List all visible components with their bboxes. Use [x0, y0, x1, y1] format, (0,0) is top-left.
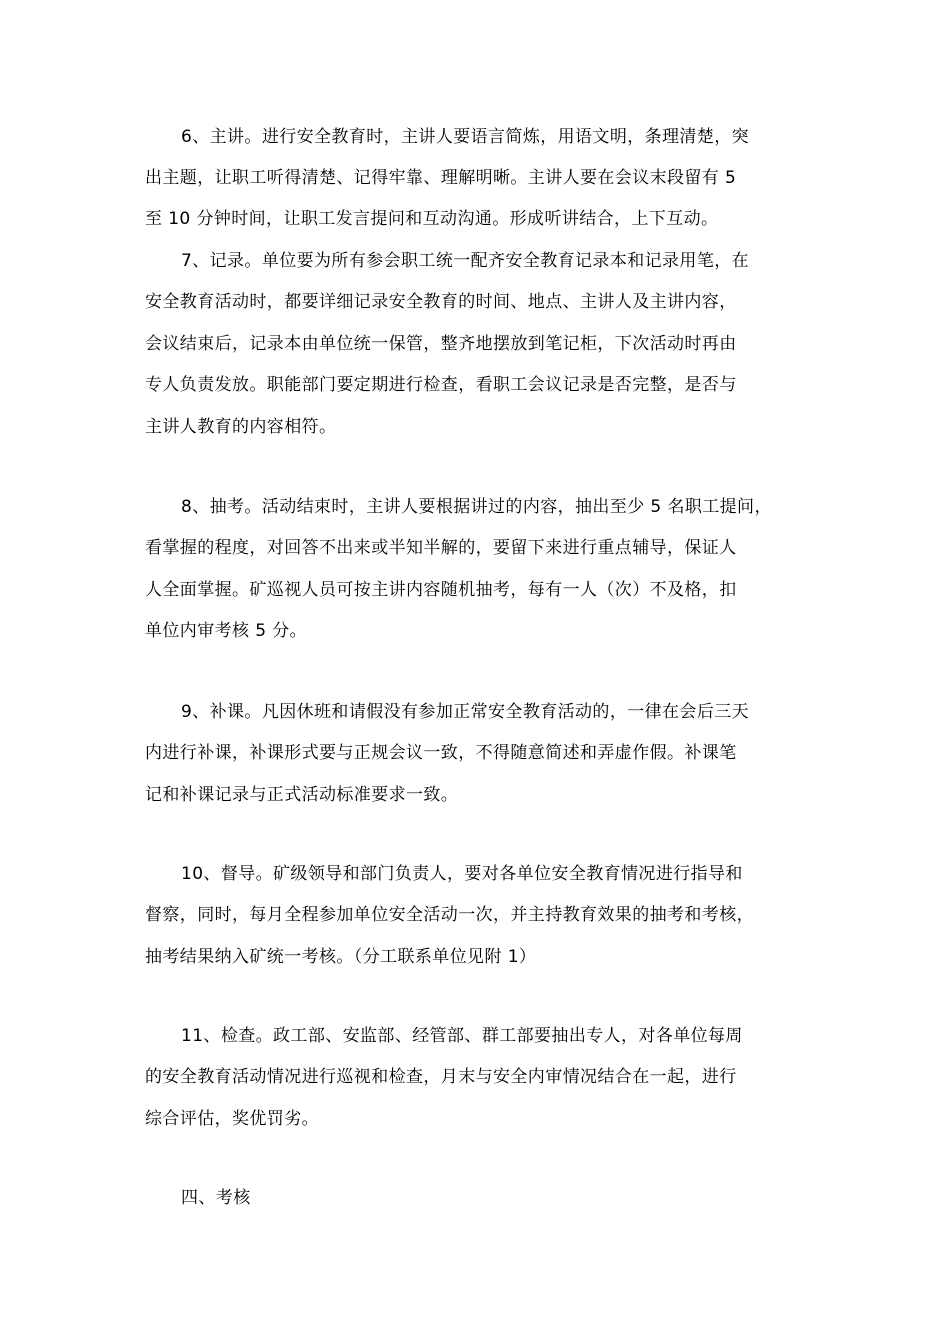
paragraph-line: 单位内审考核 5 分。: [145, 621, 308, 641]
paragraph-line: 主讲人教育的内容相符。: [145, 417, 337, 437]
paragraph-line: 的安全教育活动情况进行巡视和检查，月末与安全内审情况结合在一起，进行: [145, 1067, 737, 1087]
paragraph-line: 人全面掌握。矿巡视人员可按主讲内容随机抽考，每有一人（次）不及格，扣: [145, 580, 737, 600]
paragraph-line: 督察，同时，每月全程参加单位安全活动一次，并主持教育效果的抽考和考核，: [145, 905, 754, 925]
section-heading: 四、考核: [181, 1188, 251, 1208]
paragraph-line: 看掌握的程度，对回答不出来或半知半解的，要留下来进行重点辅导，保证人: [145, 538, 737, 558]
paragraph-line: 10、督导。矿级领导和部门负责人，要对各单位安全教育情况进行指导和: [181, 864, 743, 884]
paragraph-line: 9、补课。凡因休班和请假没有参加正常安全教育活动的，一律在会后三天: [181, 702, 750, 722]
paragraph-line: 抽考结果纳入矿统一考核。（分工联系单位见附 1）: [145, 947, 537, 967]
paragraph-line: 7、记录。单位要为所有参会职工统一配齐安全教育记录本和记录用笔，在: [181, 251, 750, 271]
paragraph-line: 8、抽考。活动结束时，主讲人要根据讲过的内容，抽出至少 5 名职工提问，: [181, 497, 772, 517]
paragraph-line: 出主题，让职工听得清楚、记得牢靠、理解明晰。主讲人要在会议末段留有 5: [145, 168, 737, 188]
paragraph-line: 专人负责发放。职能部门要定期进行检查，看职工会议记录是否完整，是否与: [145, 375, 737, 395]
paragraph-line: 6、主讲。进行安全教育时，主讲人要语言简炼，用语文明，条理清楚，突: [181, 127, 750, 147]
paragraph-line: 记和补课记录与正式活动标准要求一致。: [145, 785, 459, 805]
paragraph-line: 会议结束后，记录本由单位统一保管，整齐地摆放到笔记柜，下次活动时再由: [145, 334, 737, 354]
paragraph-line: 内进行补课，补课形式要与正规会议一致，不得随意简述和弄虚作假。补课笔: [145, 743, 737, 763]
paragraph-line: 至 10 分钟时间，让职工发言提问和互动沟通。形成听讲结合，上下互动。: [145, 209, 719, 229]
paragraph-line: 综合评估，奖优罚劣。: [145, 1109, 319, 1129]
paragraph-line: 11、检查。政工部、安监部、经管部、群工部要抽出专人，对各单位每周: [181, 1026, 743, 1046]
paragraph-line: 安全教育活动时，都要详细记录安全教育的时间、地点、主讲人及主讲内容，: [145, 292, 737, 312]
